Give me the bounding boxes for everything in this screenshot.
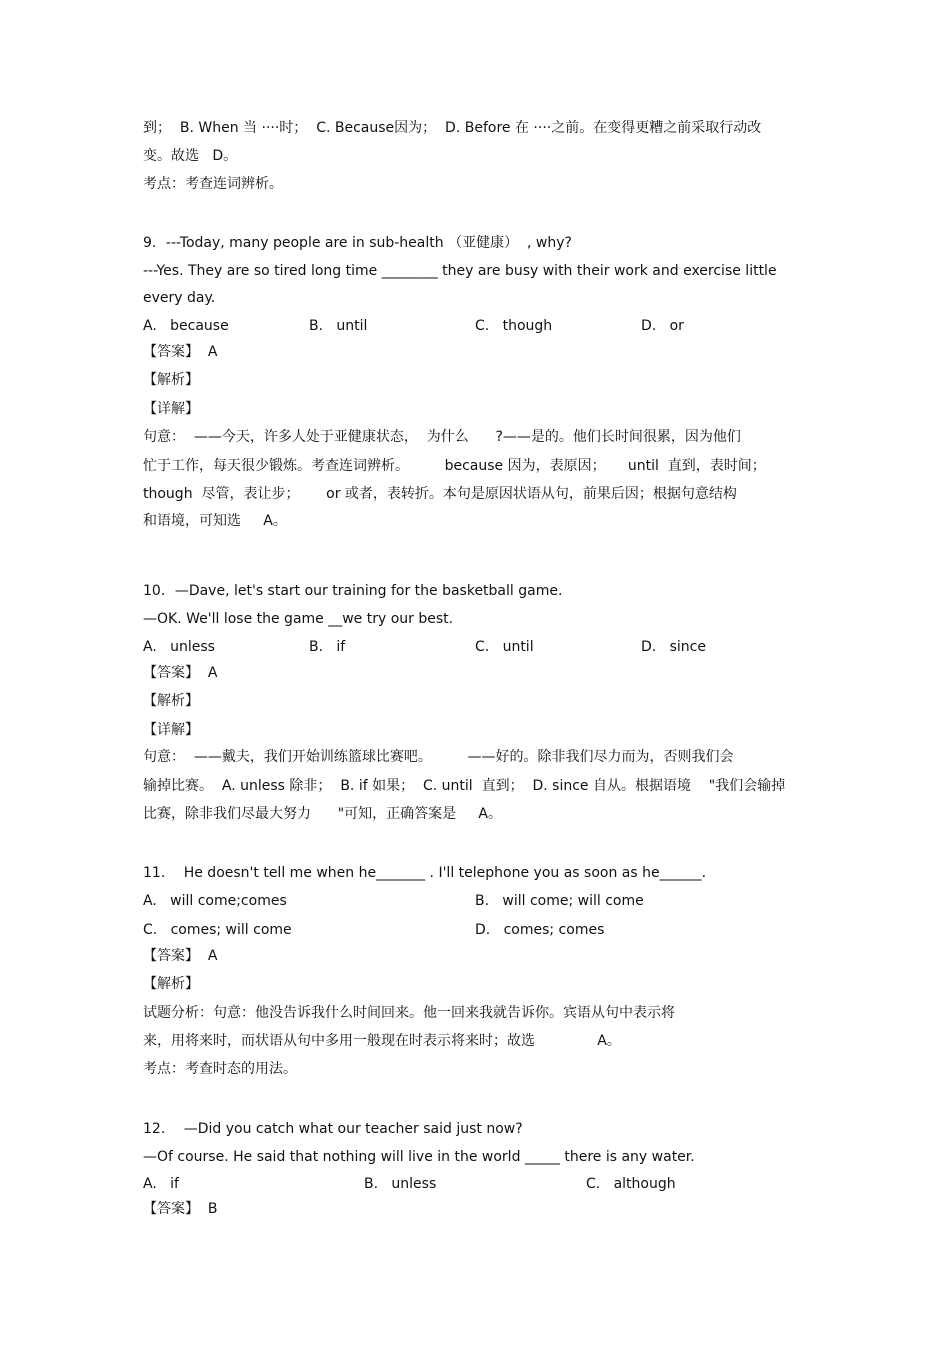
q12-option-b: B. unless bbox=[364, 1176, 437, 1192]
q11-option-c: C. comes; will come bbox=[143, 922, 292, 938]
q12-answer: 【答案】 B bbox=[143, 1201, 218, 1217]
q9-stem-2: ---Yes. They are so tired long time ________ they are busy with their work and exercise little bbox=[143, 263, 777, 279]
q12-stem-1: 12． —Did you catch what our teacher said just now? bbox=[143, 1121, 523, 1137]
q10-analysis-label: 【解析】 bbox=[143, 693, 199, 709]
q10-option-b: B. if bbox=[309, 639, 346, 655]
q11-answer: 【答案】 A bbox=[143, 948, 218, 964]
q9-option-b: B. until bbox=[309, 318, 368, 334]
q10-explain-1: 句意： ——戴夫，我们开始训练篮球比赛吧。 ——好的。除非我们尽力而为，否则我们会 bbox=[143, 749, 734, 765]
q11-explain-1: 试题分析：句意：他没告诉我什么时间回来。他一回来我就告诉你。宾语从句中表示将 bbox=[143, 1005, 675, 1021]
q9-analysis-label: 【解析】 bbox=[143, 372, 199, 388]
q9-explain-2: 忙于工作，每天很少锻炼。考查连词辨析。 because 因为，表原因； until 直到，表时间； bbox=[143, 458, 766, 474]
q11-analysis-label: 【解析】 bbox=[143, 976, 199, 992]
prev-explain-line-1: 到； B. When 当 ····时； C. Because因为； D. Before 在 ····之前。在变得更糟之前采取行动改 bbox=[143, 120, 762, 136]
q11-stem-1: 11． He doesn't tell me when he_______ . I'll telephone you as soon as he______. bbox=[143, 865, 707, 881]
q9-explain-4: 和语境，可知选 A。 bbox=[143, 513, 287, 529]
q11-note: 考点：考查时态的用法。 bbox=[143, 1061, 297, 1077]
q10-option-c: C. until bbox=[475, 639, 534, 655]
q12-option-c: C. although bbox=[586, 1176, 676, 1192]
q9-option-d: D. or bbox=[641, 318, 684, 334]
q10-stem-2: —OK. We'll lose the game __we try our best. bbox=[143, 611, 454, 627]
q11-option-d: D. comes; comes bbox=[475, 922, 605, 938]
q10-stem-1: 10．—Dave, let's start our training for the basketball game. bbox=[143, 583, 563, 599]
q9-option-c: C. though bbox=[475, 318, 553, 334]
q12-stem-2: —Of course. He said that nothing will live in the world _____ there is any water. bbox=[143, 1149, 695, 1165]
q12-option-a: A. if bbox=[143, 1176, 179, 1192]
q10-answer: 【答案】 A bbox=[143, 665, 218, 681]
q11-option-a: A. will come;comes bbox=[143, 893, 287, 909]
q10-option-d: D. since bbox=[641, 639, 706, 655]
q9-explain-3: though 尽管，表让步； or 或者，表转折。本句是原因状语从句，前果后因；根据句意结构 bbox=[143, 486, 737, 502]
q10-explain-3: 比赛，除非我们尽最大努力 "可知，正确答案是 A。 bbox=[143, 806, 502, 822]
prev-explain-line-2: 变。故选 D。 bbox=[143, 148, 238, 164]
q10-explain-2: 输掉比赛。 A. unless 除非； B. if 如果； C. until 直到； D. since 自从。根据语境 "我们会输掉 bbox=[143, 778, 786, 794]
q9-stem-3: every day. bbox=[143, 290, 216, 306]
prev-note: 考点：考查连词辨析。 bbox=[143, 176, 283, 192]
q9-explain-1: 句意： ——今天，许多人处于亚健康状态， 为什么 ?——是的。他们长时间很累，因为他们 bbox=[143, 429, 741, 445]
q11-option-b: B. will come; will come bbox=[475, 893, 644, 909]
q9-stem-1: 9．---Today, many people are in sub-health （亚健康） , why? bbox=[143, 235, 572, 251]
q9-detail-label: 【详解】 bbox=[143, 401, 199, 417]
q10-option-a: A. unless bbox=[143, 639, 215, 655]
q9-option-a: A. because bbox=[143, 318, 229, 334]
q11-explain-2: 来，用将来时，而状语从句中多用一般现在时表示将来时；故选 A。 bbox=[143, 1033, 621, 1049]
q10-detail-label: 【详解】 bbox=[143, 722, 199, 738]
q9-answer: 【答案】 A bbox=[143, 344, 218, 360]
